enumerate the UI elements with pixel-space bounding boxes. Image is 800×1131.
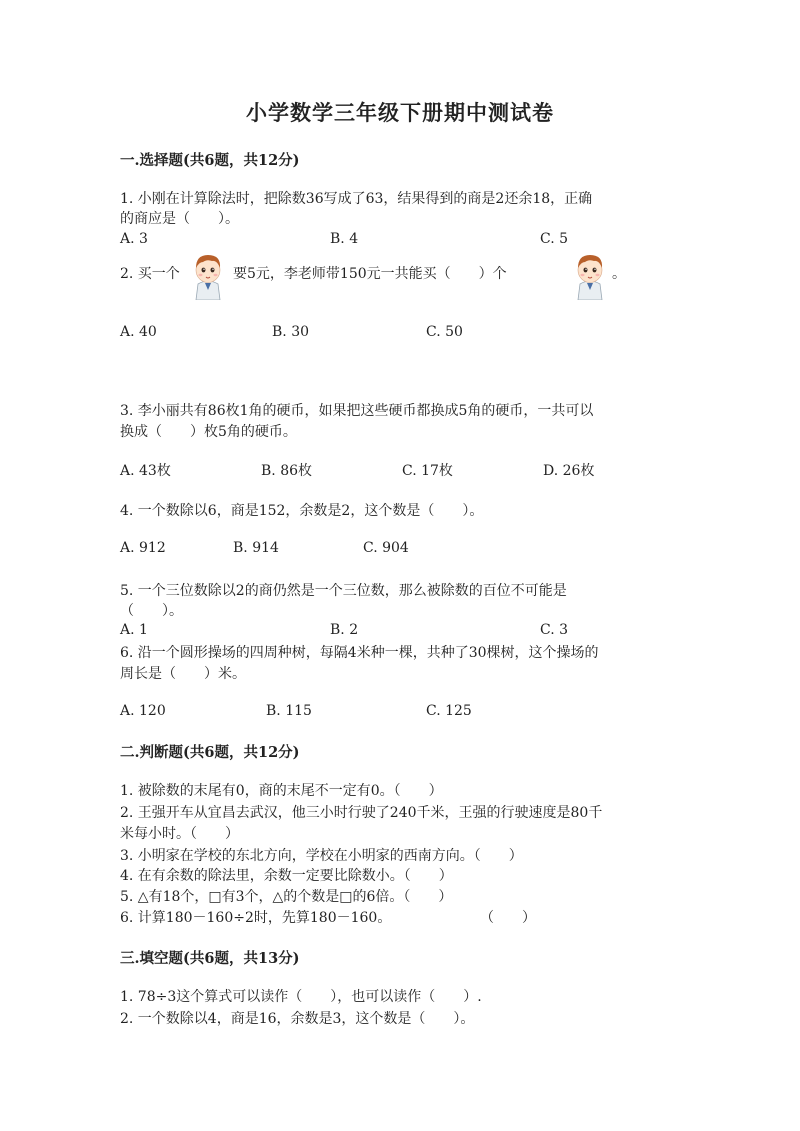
option-a: A. 43枚 [120, 463, 171, 479]
question-text: 周长是（ ）米。 [120, 666, 246, 682]
option-a: A. 120 [120, 703, 166, 719]
option-c: C. 50 [426, 324, 463, 340]
answer-blank: （ ） [480, 910, 536, 926]
option-a: A. 40 [120, 324, 157, 340]
question-text: 6. 沿一个圆形操场的四周种树，每隔4米种一棵，共种了30棵树，这个操场的 [120, 645, 599, 661]
option-c: C. 904 [363, 540, 409, 556]
judge-item: 米每小时。（ ） [120, 826, 239, 842]
option-c: C. 17枚 [402, 463, 453, 479]
question-text: 1. 小刚在计算除法时，把除数36写成了63，结果得到的商是2还余18，正确 [120, 191, 593, 207]
question-text: 的商应是（ ）。 [120, 211, 239, 227]
judge-item: 1. 被除数的末尾有0，商的末尾不一定有0。（ ） [120, 783, 443, 799]
page-title: 小学数学三年级下册期中测试卷 [246, 100, 554, 125]
option-b: B. 115 [266, 703, 312, 719]
question-text: 3. 李小丽共有86枚1角的硬币，如果把这些硬币都换成5角的硬币，一共可以 [120, 403, 594, 419]
boy-icon [190, 250, 226, 300]
boy-icon [572, 250, 608, 300]
option-b: B. 4 [330, 231, 359, 247]
option-b: B. 914 [233, 540, 279, 556]
question-text-part: 。 [612, 266, 626, 282]
judge-item: 2. 王强开车从宜昌去武汉，他三小时行驶了240千米，王强的行驶速度是80千 [120, 805, 603, 821]
question-text-part: 2. 买一个 [120, 266, 180, 282]
option-b: B. 86枚 [261, 463, 313, 479]
section-heading-judge: 二.判断题(共6题，共12分) [120, 744, 300, 761]
fill-item: 1. 78÷3这个算式可以读作（ ），也可以读作（ ）. [120, 989, 482, 1005]
option-b: B. 2 [330, 622, 359, 638]
question-text: 换成（ ）枚5角的硬币。 [120, 424, 297, 440]
section-heading-fill: 三.填空题(共6题，共13分) [120, 950, 300, 967]
option-a: A. 912 [120, 540, 166, 556]
judge-item: 6. 计算180－160÷2时，先算180－160。 [120, 910, 392, 926]
judge-item: 3. 小明家在学校的东北方向，学校在小明家的西南方向。（ ） [120, 848, 523, 864]
option-a: A. 1 [120, 622, 148, 638]
option-d: D. 26枚 [543, 463, 595, 479]
option-b: B. 30 [272, 324, 310, 340]
option-c: C. 125 [426, 703, 472, 719]
question-text: （ ）。 [120, 603, 183, 619]
question-text-part: 要5元，李老师带150元一共能买（ ）个 [233, 266, 507, 282]
section-heading-choice: 一.选择题(共6题，共12分) [120, 152, 300, 169]
question-text: 5. 一个三位数除以2的商仍然是一个三位数，那么被除数的百位不可能是 [120, 583, 567, 599]
question-text: 4. 一个数除以6，商是152，余数是2，这个数是（ ）。 [120, 503, 484, 519]
fill-item: 2. 一个数除以4，商是16，余数是3，这个数是（ ）。 [120, 1011, 475, 1027]
judge-item: 4. 在有余数的除法里，余数一定要比除数小。（ ） [120, 868, 453, 884]
judge-item: 5. △有18个，□有3个，△的个数是□的6倍。（ ） [120, 889, 453, 905]
option-c: C. 3 [540, 622, 569, 638]
option-a: A. 3 [120, 231, 148, 247]
option-c: C. 5 [540, 231, 569, 247]
